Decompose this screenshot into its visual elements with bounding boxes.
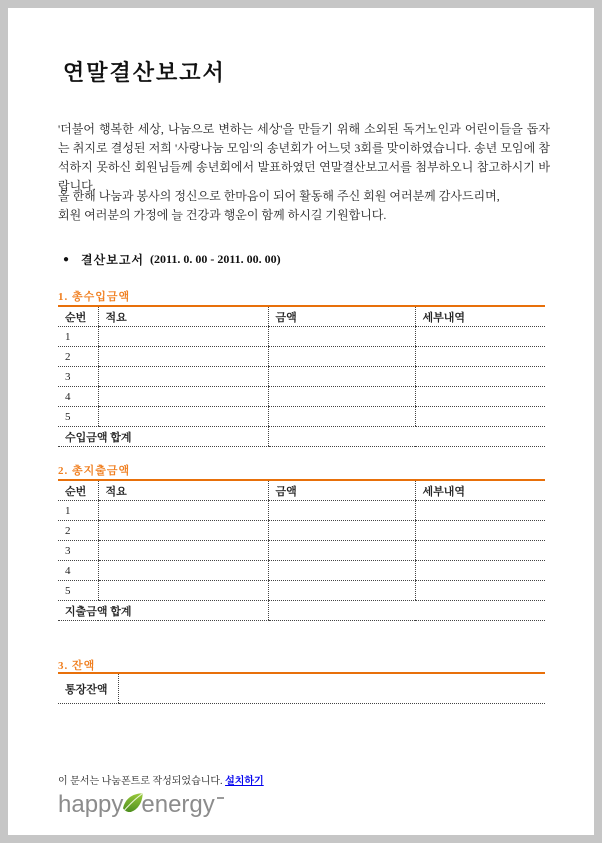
- balance-table: [58, 672, 545, 704]
- row-number: 5: [58, 407, 98, 427]
- col-header-description: 적요: [98, 480, 268, 501]
- page-title: 연말결산보고서: [63, 60, 226, 85]
- description-cell[interactable]: [98, 541, 268, 561]
- row-number: 5: [58, 581, 98, 601]
- row-number: 2: [58, 347, 98, 367]
- thanks-line-1: 올 한해 나눔과 봉사의 정신으로 한마음이 되어 활동해 주신 회원 여러분께 감사드리며,: [58, 189, 500, 203]
- logo-text-energy: energy: [141, 791, 215, 818]
- row-number: 1: [58, 327, 98, 347]
- table-row: [58, 387, 545, 407]
- income-total-value-cell[interactable]: [268, 427, 545, 447]
- table-row: [58, 521, 545, 541]
- col-header-details: 세부내역: [415, 480, 545, 501]
- font-notice: [58, 772, 264, 787]
- col-header-description: 적요: [98, 306, 268, 327]
- table-row: [58, 581, 545, 601]
- expense-total-label: 지출금액 합계: [58, 601, 268, 621]
- amount-cell[interactable]: [268, 387, 415, 407]
- amount-cell[interactable]: [268, 561, 415, 581]
- row-number: 3: [58, 367, 98, 387]
- bullet-icon: ●: [63, 254, 70, 265]
- amount-cell[interactable]: [268, 541, 415, 561]
- logo-trademark-mark: [217, 797, 224, 799]
- details-cell[interactable]: [415, 347, 545, 367]
- col-header-no: 순번: [58, 480, 98, 501]
- happy-energy-logo: [58, 791, 224, 819]
- expense-total-row: [58, 601, 545, 621]
- description-cell[interactable]: [98, 407, 268, 427]
- row-number: 2: [58, 521, 98, 541]
- details-cell[interactable]: [415, 561, 545, 581]
- table-row: [58, 407, 545, 427]
- report-period-line: [63, 251, 281, 268]
- description-cell[interactable]: [98, 387, 268, 407]
- amount-cell[interactable]: [268, 581, 415, 601]
- description-cell[interactable]: [98, 367, 268, 387]
- row-number: 3: [58, 541, 98, 561]
- section-heading-expense: 2. 총지출금액: [58, 465, 131, 477]
- report-period-dates: (2011. 0. 00 - 2011. 00. 00): [150, 252, 281, 266]
- install-font-link[interactable]: 설치하기: [225, 776, 264, 787]
- table-row: [58, 347, 545, 367]
- amount-cell[interactable]: [268, 347, 415, 367]
- description-cell[interactable]: [98, 561, 268, 581]
- description-cell[interactable]: [98, 581, 268, 601]
- table-row: [58, 541, 545, 561]
- row-number: 1: [58, 501, 98, 521]
- amount-cell[interactable]: [268, 327, 415, 347]
- expense-total-value-cell[interactable]: [268, 601, 545, 621]
- balance-row: [58, 673, 545, 704]
- details-cell[interactable]: [415, 581, 545, 601]
- thanks-paragraph: [58, 187, 550, 225]
- table-row: [58, 327, 545, 347]
- details-cell[interactable]: [415, 387, 545, 407]
- font-notice-text: 이 문서는 나눔폰트로 작성되었습니다.: [58, 776, 223, 787]
- expense-table: [58, 479, 545, 621]
- details-cell[interactable]: [415, 327, 545, 347]
- details-cell[interactable]: [415, 501, 545, 521]
- table-row: [58, 561, 545, 581]
- section-heading-balance: 3. 잔액: [58, 660, 96, 672]
- description-cell[interactable]: [98, 327, 268, 347]
- details-cell[interactable]: [415, 367, 545, 387]
- amount-cell[interactable]: [268, 367, 415, 387]
- table-row: [58, 367, 545, 387]
- balance-value-cell[interactable]: [118, 673, 545, 704]
- description-cell[interactable]: [98, 501, 268, 521]
- row-number: 4: [58, 561, 98, 581]
- intro-paragraph: '더불어 행복한 세상, 나눔으로 변하는 세상'을 만들기 위해 소외된 독거노인과 어린이들을 돕자는 취지로 결성된 저희 '사랑나눔 모임'의 송년회가 어느덧 3회를 맞이하였습니다. 송년 모임에 참석하지 못하신 회원님들께 송년회에서 발표하였던 연말결산보고서를 첨부하오니 참고하시기 바랍니다.: [58, 122, 550, 193]
- expense-header-row: [58, 480, 545, 501]
- income-header-row: [58, 306, 545, 327]
- amount-cell[interactable]: [268, 521, 415, 541]
- col-header-no: 순번: [58, 306, 98, 327]
- details-cell[interactable]: [415, 541, 545, 561]
- details-cell[interactable]: [415, 521, 545, 541]
- balance-label: 통장잔액: [58, 673, 118, 704]
- leaf-icon: [121, 790, 146, 817]
- table-row: [58, 501, 545, 521]
- description-cell[interactable]: [98, 347, 268, 367]
- section-heading-income: 1. 총수입금액: [58, 291, 131, 303]
- report-page: [8, 8, 594, 835]
- row-number: 4: [58, 387, 98, 407]
- income-table: [58, 305, 545, 447]
- report-period-label: 결산보고서: [81, 253, 145, 267]
- description-cell[interactable]: [98, 521, 268, 541]
- col-header-amount: 금액: [268, 306, 415, 327]
- income-total-label: 수입금액 합계: [58, 427, 268, 447]
- amount-cell[interactable]: [268, 407, 415, 427]
- amount-cell[interactable]: [268, 501, 415, 521]
- col-header-amount: 금액: [268, 480, 415, 501]
- logo-text-happy: happy: [58, 791, 124, 818]
- thanks-line-2: 회원 여러분의 가정에 늘 건강과 행운이 함께 하시길 기원합니다.: [58, 208, 387, 222]
- col-header-details: 세부내역: [415, 306, 545, 327]
- income-total-row: [58, 427, 545, 447]
- details-cell[interactable]: [415, 407, 545, 427]
